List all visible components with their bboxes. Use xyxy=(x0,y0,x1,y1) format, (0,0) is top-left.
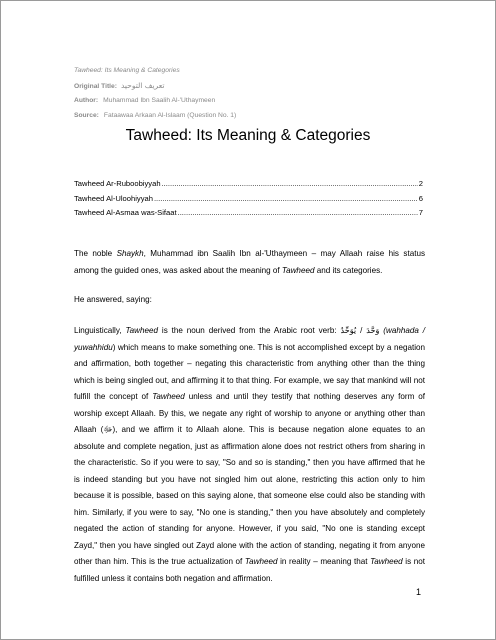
toc-item-page: 6 xyxy=(418,194,423,203)
text-line: because it is possible, based on this saying alone, that someone else could also be standing with xyxy=(74,491,425,500)
text-line: among the guided ones, was asked about the meaning of Tawheed and its categories. xyxy=(74,265,383,275)
text-line: is indeed standing but you have not singled him out alone, restricting this action only to him xyxy=(74,474,425,484)
toc-item-label: Tawheed Ar-Ruboobiyyah xyxy=(74,179,161,188)
answer-line: He answered, saying: xyxy=(74,295,152,304)
toc-item[interactable] xyxy=(74,179,423,189)
toc-item[interactable] xyxy=(74,208,423,218)
body-paragraph xyxy=(74,323,425,587)
page-title: Tawheed: Its Meaning & Categories xyxy=(125,127,371,144)
text-line: him. Similarly, if you were to say, "No one is standing," then you have absolutely and completely xyxy=(74,507,425,517)
toc-item-page: 7 xyxy=(418,208,423,217)
text-line: fulfill the concept of Tawheed unless and until they testify that nothing deserves any form of xyxy=(74,392,425,401)
text-line: negated the action of standing for anyone. However, if you said, "No one is standing except xyxy=(74,524,425,533)
toc-item-page: 2 xyxy=(418,179,423,188)
text-line: Zayd," then you have singled out Zayd alone with the action of standing, negating it from anyone xyxy=(74,540,425,550)
text-line: fulfilled unless it contains both negation and affirmation. xyxy=(74,573,273,583)
series-title: Tawheed: Its Meaning & Categories xyxy=(74,67,180,74)
text-line: Linguistically, Tawheed is the noun derived from the Arabic root verb: وَحَّدَ / يُوَحِّدُ (wahhada / xyxy=(74,326,425,335)
original-title-value: تعريف التوحيد xyxy=(120,81,165,90)
toc-item[interactable] xyxy=(74,194,423,204)
source-label: Source: xyxy=(74,112,99,119)
author-value: Muhammad Ibn Saalih Al-'Uthaymeen xyxy=(103,97,216,104)
toc-leader xyxy=(154,194,418,204)
author-line xyxy=(74,96,215,105)
text-line: absolute and complete negation, just as affirmation alone does not restrict others from sharing in xyxy=(74,441,425,451)
original-title-line xyxy=(74,81,164,91)
text-line: which is being singled out, and affirming it to that thing. For example, we say that mankind will not xyxy=(74,375,425,385)
text-line: yuwahhidu) which means to make something one. This is not accomplished except by a negation xyxy=(74,342,425,352)
text-line: Allaah (ﷻ), and we affirm it to Allaah alone. This is because negation alone equates to an xyxy=(74,425,425,434)
text-line: other than him. This is the true actualization of Tawheed in reality – meaning that Tawheed is not xyxy=(74,557,425,566)
original-title-label: Original Title: xyxy=(74,83,117,90)
text-line: and affirmation, both together – negating this characteristic from anything other than the thing xyxy=(74,359,425,368)
text-line: worship except Allaah. By this, we negate any right of worship to anyone or anything other than xyxy=(74,408,425,418)
text-line: The noble Shaykh, Muhammad ibn Saalih Ibn al-'Uthaymeen – may Allaah raise his status xyxy=(74,249,425,258)
intro-paragraph xyxy=(74,246,425,279)
toc-item-label: Tawheed Al-Asmaa was-Sifaat xyxy=(74,208,177,217)
toc-leader xyxy=(162,179,418,189)
source-line xyxy=(74,111,236,120)
toc-leader xyxy=(178,208,418,218)
author-label: Author: xyxy=(74,97,99,104)
page-number: 1 xyxy=(416,587,422,597)
toc-item-label: Tawheed Al-Uloohiyyah xyxy=(74,194,153,203)
text-line: the characteristic. So if you were to say, "So and so is standing," then you have affirmed that he xyxy=(74,458,425,467)
source-value: Fataawaa Arkaan Al-Islaam (Question No. 1) xyxy=(103,112,237,119)
